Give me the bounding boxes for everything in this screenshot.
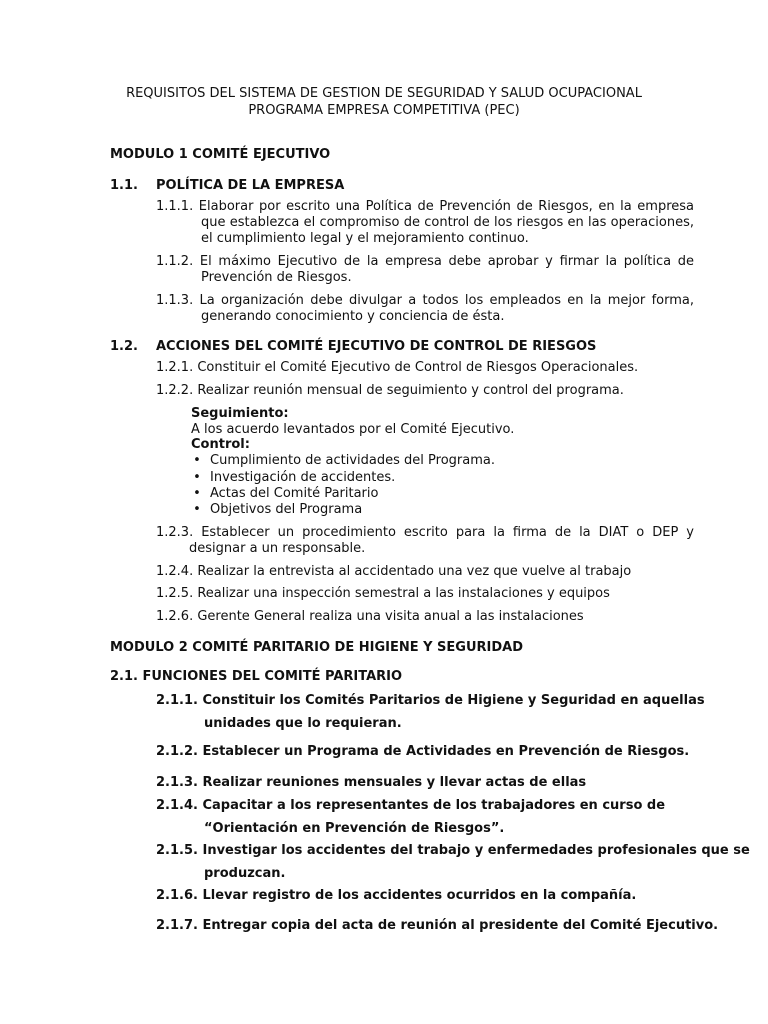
item-1-2-4: 1.2.4. Realizar la entrevista al accidentado una vez que vuelve al trabajo xyxy=(156,564,632,579)
control-label: Control: xyxy=(191,437,250,452)
seguimiento-label: Seguimiento: xyxy=(191,406,289,421)
item-1-1-3-line-1: 1.1.3. La organización debe divulgar a todos los empleados en la mejor forma, xyxy=(156,293,694,308)
item-1-2-6: 1.2.6. Gerente General realiza una visita anual a las instalaciones xyxy=(156,609,584,624)
section-2-1-title: 2.1. FUNCIONES DEL COMITÉ PARITARIO xyxy=(110,669,403,684)
title-line-2: PROGRAMA EMPRESA COMPETITIVA (PEC) xyxy=(248,103,520,118)
control-item-text: Actas del Comité Paritario xyxy=(210,486,379,501)
item-2-1-5-line-2: produzcan. xyxy=(204,866,286,881)
control-item-text: Objetivos del Programa xyxy=(210,502,363,517)
item-2-1-4-line-1: 2.1.4. Capacitar a los representantes de los trabajadores en curso de xyxy=(156,798,666,813)
section-1-2-title: ACCIONES DEL COMITÉ EJECUTIVO DE CONTROL DE RIESGOS xyxy=(156,339,597,354)
item-1-2-3-line-2: designar a un responsable. xyxy=(189,541,366,556)
bullet-icon: • xyxy=(193,486,201,501)
item-1-1-2-line-1: 1.1.2. El máximo Ejecutivo de la empresa debe aprobar y firmar la política de xyxy=(156,254,694,269)
item-2-1-5-line-1: 2.1.5. Investigar los accidentes del trabajo y enfermedades profesionales que se xyxy=(156,843,750,858)
item-1-2-5: 1.2.5. Realizar una inspección semestral a las instalaciones y equipos xyxy=(156,586,610,601)
bullet-icon: • xyxy=(193,470,201,485)
control-item-text: Cumplimiento de actividades del Programa. xyxy=(210,453,495,468)
item-1-1-1-line-1: 1.1.1. Elaborar por escrito una Política de Prevención de Riesgos, en la empresa xyxy=(156,199,694,214)
item-2-1-7: 2.1.7. Entregar copia del acta de reunión al presidente del Comité Ejecutivo. xyxy=(156,918,719,933)
item-1-2-3-line-1: 1.2.3. Establecer un procedimiento escrito para la firma de la DIAT o DEP y xyxy=(156,525,694,540)
item-2-1-6: 2.1.6. Llevar registro de los accidentes ocurridos en la compañía. xyxy=(156,888,637,903)
item-2-1-1-line-1: 2.1.1. Constituir los Comités Paritarios de Higiene y Seguridad en aquellas xyxy=(156,693,705,708)
modulo-2-heading: MODULO 2 COMITÉ PARITARIO DE HIGIENE Y SEGURIDAD xyxy=(110,640,524,655)
bullet-icon: • xyxy=(193,502,201,517)
item-2-1-1-line-2: unidades que lo requieran. xyxy=(204,716,402,731)
item-1-1-3-line-2: generando conocimiento y conciencia de ésta. xyxy=(201,309,505,324)
section-1-1-number: 1.1. xyxy=(110,178,138,193)
title-line-1: REQUISITOS DEL SISTEMA DE GESTION DE SEGURIDAD Y SALUD OCUPACIONAL xyxy=(126,86,642,101)
item-2-1-4-line-2: “Orientación en Prevención de Riesgos”. xyxy=(204,821,505,836)
item-1-2-1: 1.2.1. Constituir el Comité Ejecutivo de Control de Riesgos Operacionales. xyxy=(156,360,639,375)
section-1-2-number: 1.2. xyxy=(110,339,138,354)
item-2-1-3: 2.1.3. Realizar reuniones mensuales y llevar actas de ellas xyxy=(156,775,587,790)
modulo-1-heading: MODULO 1 COMITÉ EJECUTIVO xyxy=(110,147,331,162)
item-2-1-2: 2.1.2. Establecer un Programa de Actividades en Prevención de Riesgos. xyxy=(156,744,690,759)
item-1-1-1-line-2: que establezca el compromiso de control de los riesgos en las operaciones, xyxy=(201,215,694,230)
section-1-1-title: POLÍTICA DE LA EMPRESA xyxy=(156,178,345,193)
seguimiento-text: A los acuerdo levantados por el Comité Ejecutivo. xyxy=(191,422,515,437)
item-1-2-2: 1.2.2. Realizar reunión mensual de seguimiento y control del programa. xyxy=(156,383,624,398)
bullet-icon: • xyxy=(193,453,201,468)
item-1-1-1-line-3: el cumplimiento legal y el mejoramiento continuo. xyxy=(201,231,529,246)
control-item-text: Investigación de accidentes. xyxy=(210,470,396,485)
item-1-1-2-line-2: Prevención de Riesgos. xyxy=(201,270,352,285)
